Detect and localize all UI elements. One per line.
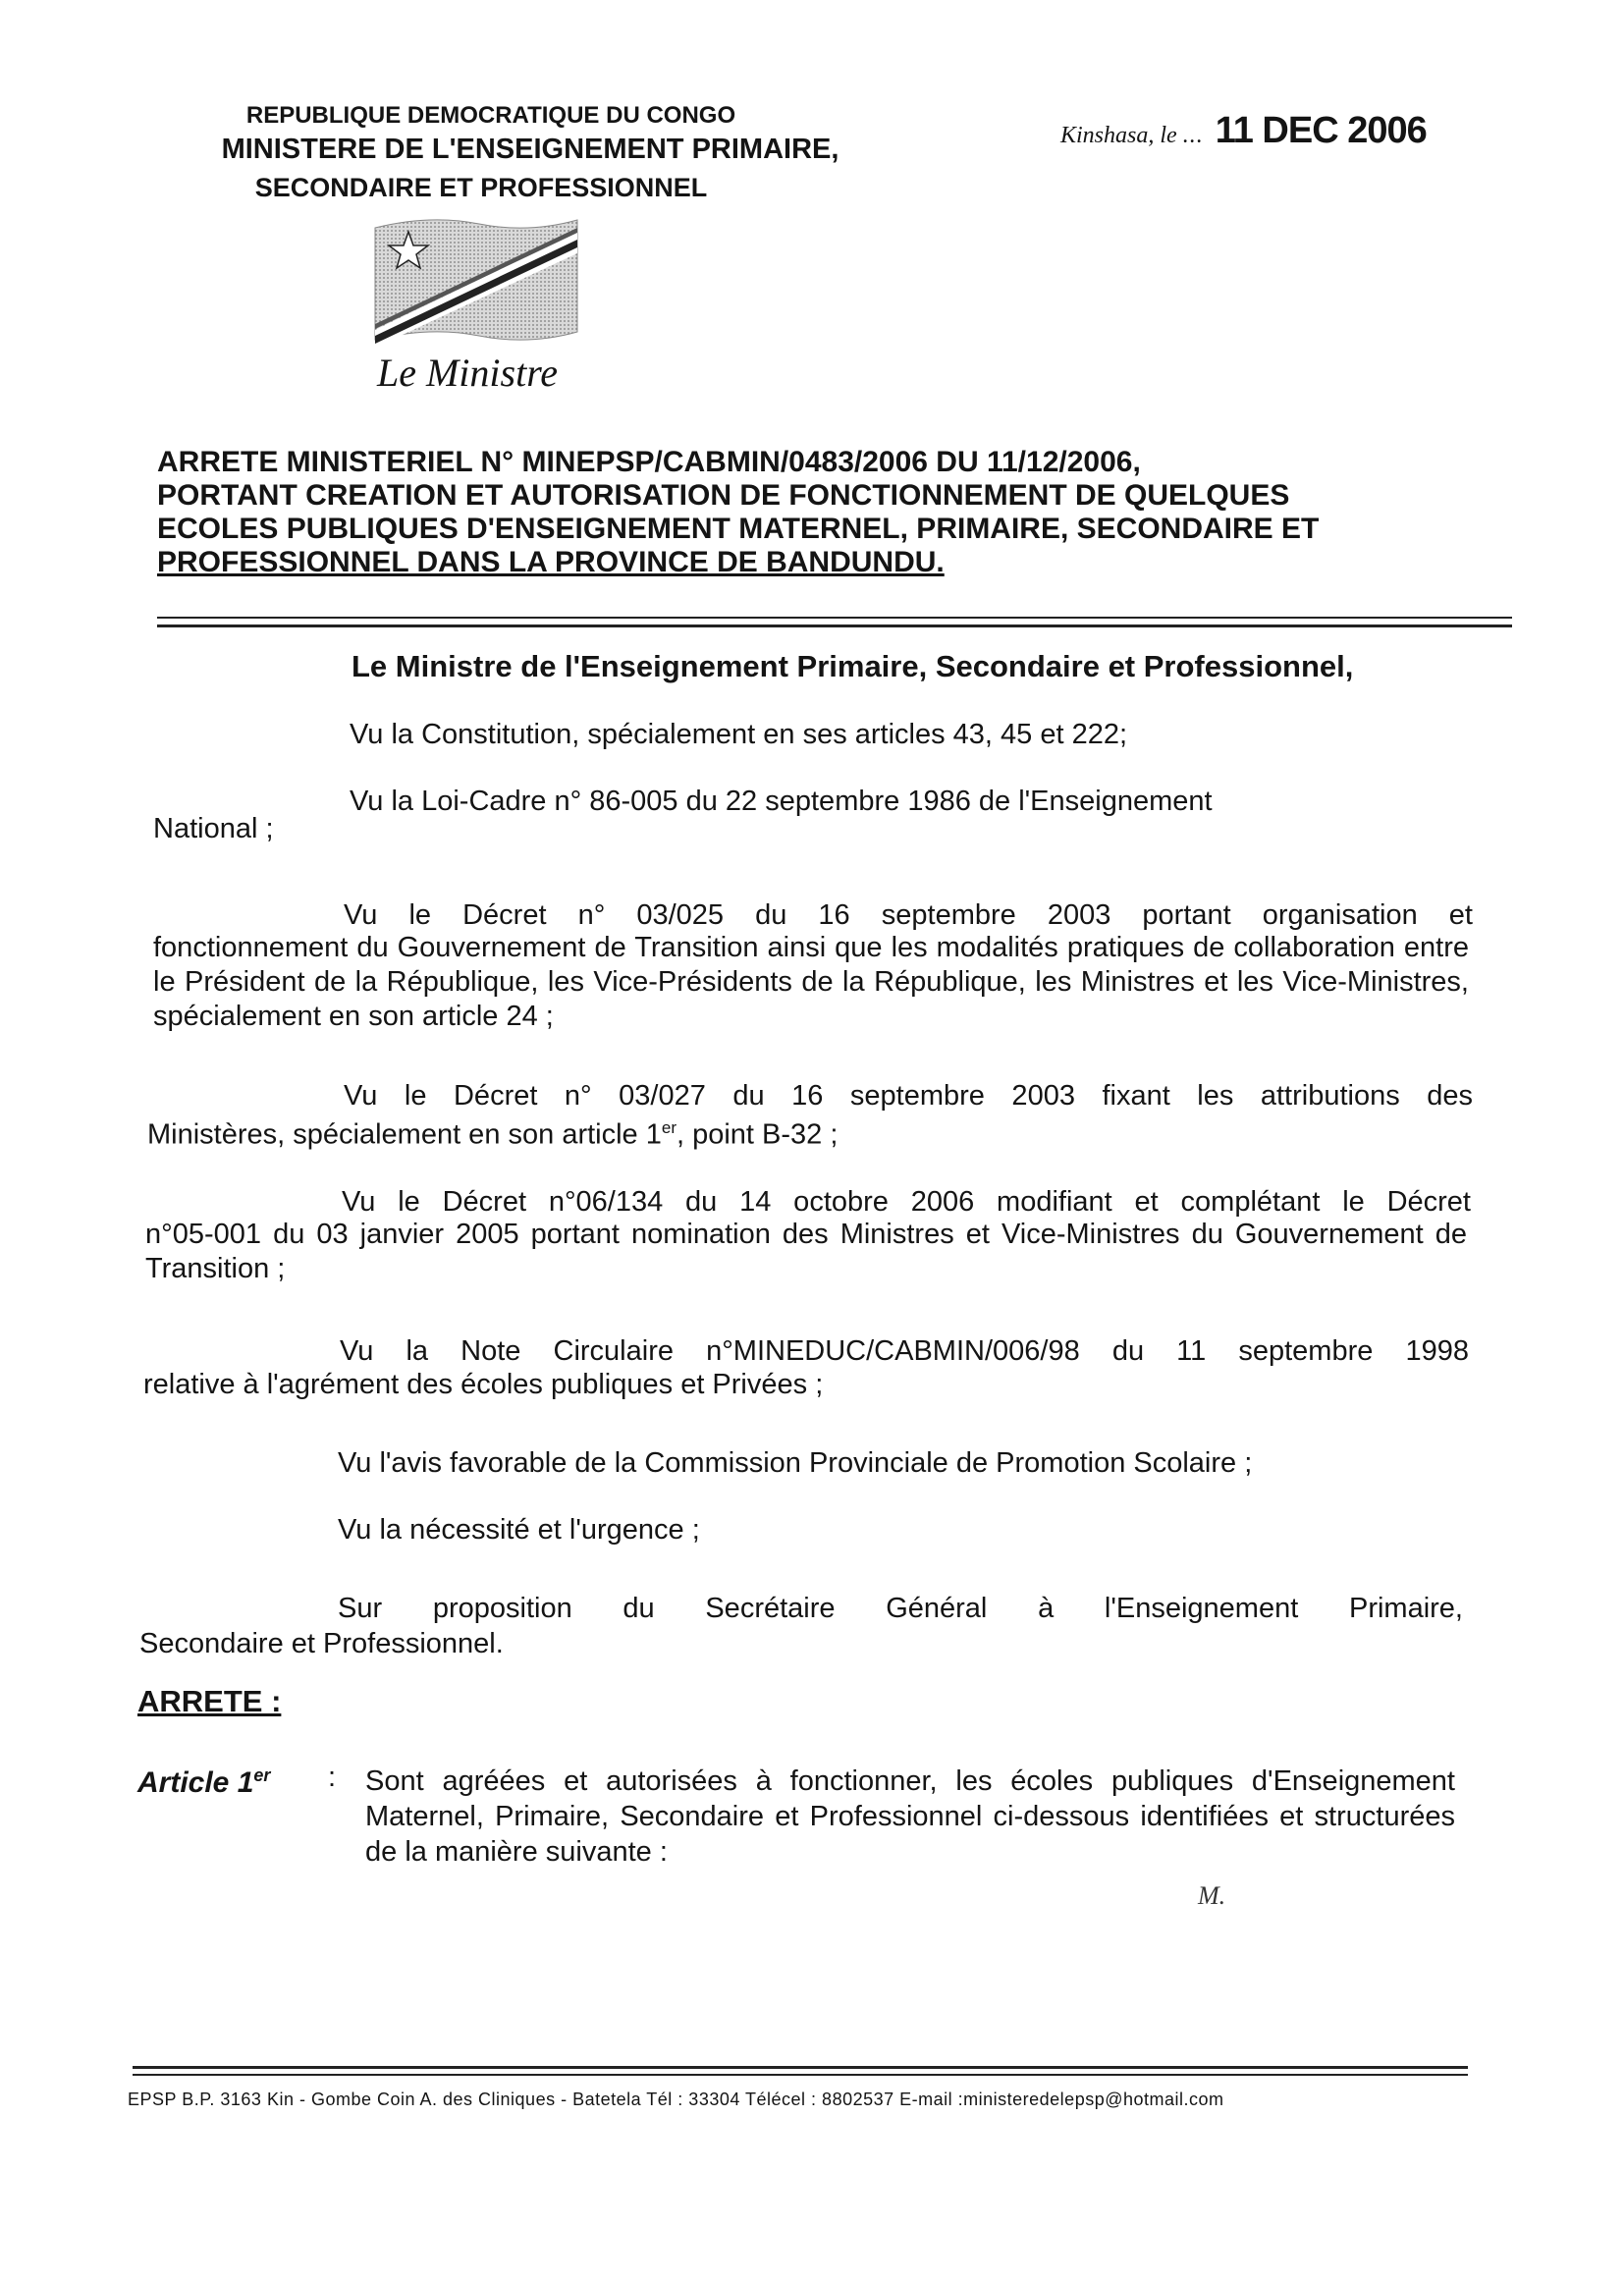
visa-proposition: Sur proposition du Secrétaire Général à l'Enseignement Primaire,	[338, 1593, 1463, 1624]
visa-decret-027-tail: , point B-32 ;	[676, 1118, 839, 1151]
visa-loi-cadre-cont: National ;	[153, 813, 274, 844]
visa-proposition-cont: Secondaire et Professionnel.	[139, 1628, 504, 1659]
visa-decret-027-sup: er	[661, 1118, 677, 1137]
flag-emblem	[371, 214, 581, 348]
signatory-title: Le Ministre	[376, 351, 559, 395]
article-label-text: Article 1	[137, 1766, 254, 1799]
handwritten-initials: M.	[1198, 1881, 1226, 1910]
visa-decret-025: Vu le Décret n° 03/025 du 16 septembre 2003 portant organisation et	[344, 899, 1473, 931]
header-ministry-cont: SECONDAIRE ET PROFESSIONNEL	[254, 173, 708, 202]
footer-rule-double	[133, 2074, 1468, 2076]
title-rule-double	[157, 624, 1512, 627]
title-line-3: ECOLES PUBLIQUES D'ENSEIGNEMENT MATERNEL, PRIMAIRE, SECONDAIRE ET	[157, 513, 1320, 545]
lead-statement: Le Ministre de l'Enseignement Primaire, Secondaire et Professionnel,	[352, 649, 1354, 683]
article-colon: :	[328, 1762, 337, 1793]
article-1-text: Sont agréées et autorisées à fonctionner, les écoles publiques d'Enseignement Maternel, Primaire, Secondaire et Professionnel ci-dessous identifiées et structurées de la manière suivante :	[365, 1765, 1455, 1868]
visa-note-circulaire: Vu la Note Circulaire n°MINEDUC/CABMIN/006/98 du 11 septembre 1998	[340, 1335, 1469, 1367]
place-label: Kinshasa, le	[1060, 123, 1177, 148]
visa-decret-134-cont: n°05-001 du 03 janvier 2005 portant nomination des Ministres et Vice-Ministres du Gouvernement de Transition ;	[145, 1219, 1467, 1284]
article-label	[137, 1758, 270, 1801]
visa-decret-027: Vu le Décret n° 03/027 du 16 septembre 2003 fixant les attributions des	[344, 1080, 1473, 1112]
title-line-2: PORTANT CREATION ET AUTORISATION DE FONCTIONNEMENT DE QUELQUES	[157, 479, 1290, 512]
footer-contact: EPSP B.P. 3163 Kin - Gombe Coin A. des Cliniques - Batetela Tél : 33304 Télécel : 8802537 E-mail :ministeredelepsp@hotmail.com	[128, 2090, 1224, 2109]
article-label-sup: er	[253, 1765, 271, 1785]
title-rule	[157, 617, 1512, 619]
visa-note-circulaire-cont: relative à l'agrément des écoles publiques et Privées ;	[143, 1369, 824, 1400]
decree-title	[157, 446, 1479, 579]
arrete-heading: ARRETE :	[137, 1684, 282, 1718]
visa-loi-cadre: Vu la Loi-Cadre n° 86-005 du 22 septembre 1986 de l'Enseignement	[350, 786, 1213, 817]
title-line-4: PROFESSIONNEL DANS LA PROVINCE DE BANDUNDU.	[157, 546, 945, 578]
date-stamp: 11 DEC 2006	[1215, 110, 1427, 151]
place-date	[1060, 110, 1427, 152]
visa-decret-027-cont	[147, 1110, 1463, 1154]
footer-rule	[133, 2066, 1468, 2069]
date-dots: ...	[1182, 123, 1204, 148]
title-line-1: ARRETE MINISTERIEL N° MINEPSP/CABMIN/0483/2006 DU 11/12/2006,	[157, 446, 1141, 478]
visa-urgence: Vu la nécessité et l'urgence ;	[338, 1514, 700, 1546]
header-ministry: MINISTERE DE L'ENSEIGNEMENT PRIMAIRE,	[221, 134, 839, 165]
visa-commission: Vu l'avis favorable de la Commission Provinciale de Promotion Scolaire ;	[338, 1447, 1253, 1479]
visa-decret-025-cont: fonctionnement du Gouvernement de Transition ainsi que les modalités pratiques de collaboration entre le Président de la République, les Vice-Présidents de la République, les Ministres et les Vice-Ministres, spécialement en son article 24 ;	[153, 932, 1469, 1032]
header-country: REPUBLIQUE DEMOCRATIQUE DU CONGO	[245, 102, 736, 129]
visa-decret-027-text: Ministères, spécialement en son article 1	[147, 1118, 662, 1151]
visa-decret-134: Vu le Décret n°06/134 du 14 octobre 2006 modifiant et complétant le Décret	[342, 1186, 1471, 1218]
visa-constitution: Vu la Constitution, spécialement en ses articles 43, 45 et 222;	[350, 719, 1128, 750]
